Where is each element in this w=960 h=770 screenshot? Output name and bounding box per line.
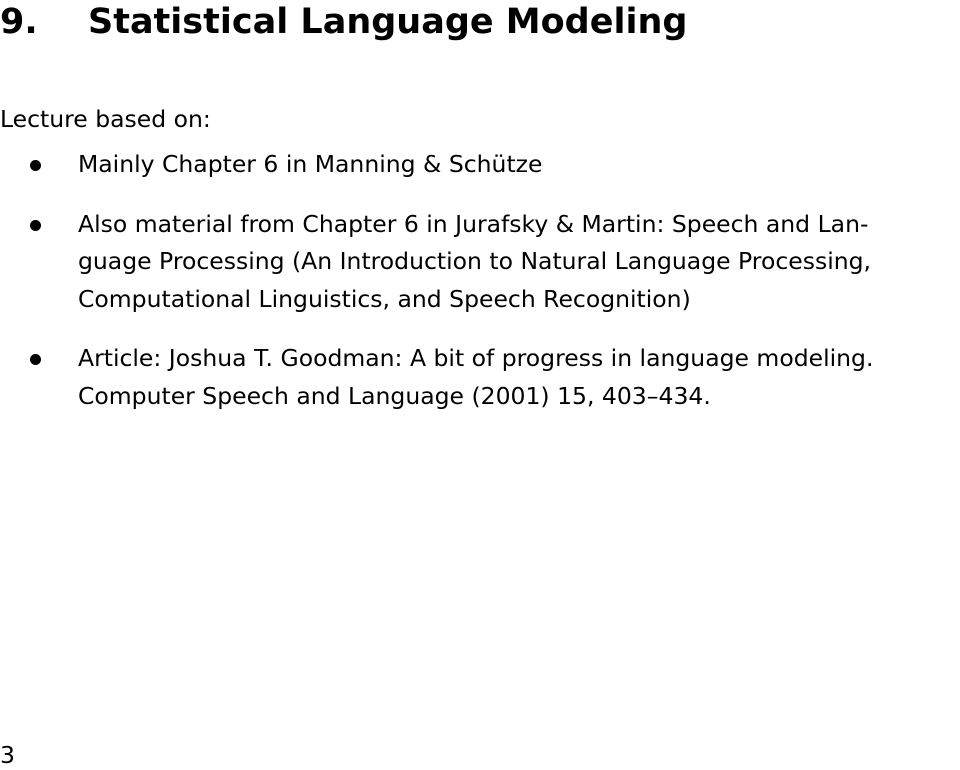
bullet-dot-icon — [30, 220, 41, 231]
bullet-dot-icon — [30, 160, 41, 171]
bullet-item-jurafsky — [0, 206, 960, 319]
bullet-item-manning — [0, 146, 960, 184]
slide-title-text: Statistical Language Modeling — [88, 2, 688, 42]
bullet-line: Article: Joshua T. Goodman: A bit of progress in language modeling. — [78, 344, 874, 372]
bullet-list — [0, 146, 960, 415]
lecture-intro: Lecture based on: — [0, 105, 211, 133]
page-number: 3 — [0, 741, 15, 769]
bullet-line: Computational Linguistics, and Speech Recognition) — [78, 284, 691, 313]
slide-title — [0, 2, 687, 42]
slide-title-number: 9. — [0, 2, 38, 42]
bullet-item-goodman — [0, 340, 960, 415]
bullet-line: Also material from Chapter 6 in Jurafsky & Martin: Speech and Lan- — [78, 209, 869, 238]
bullet-line: Mainly Chapter 6 in Manning & Schütze — [78, 150, 543, 178]
bullet-line: guage Processing (An Introduction to Natural Language Processing, — [78, 247, 872, 275]
bullet-dot-icon — [30, 354, 41, 365]
bullet-line: Computer Speech and Language (2001) 15, 403–434. — [78, 381, 711, 410]
